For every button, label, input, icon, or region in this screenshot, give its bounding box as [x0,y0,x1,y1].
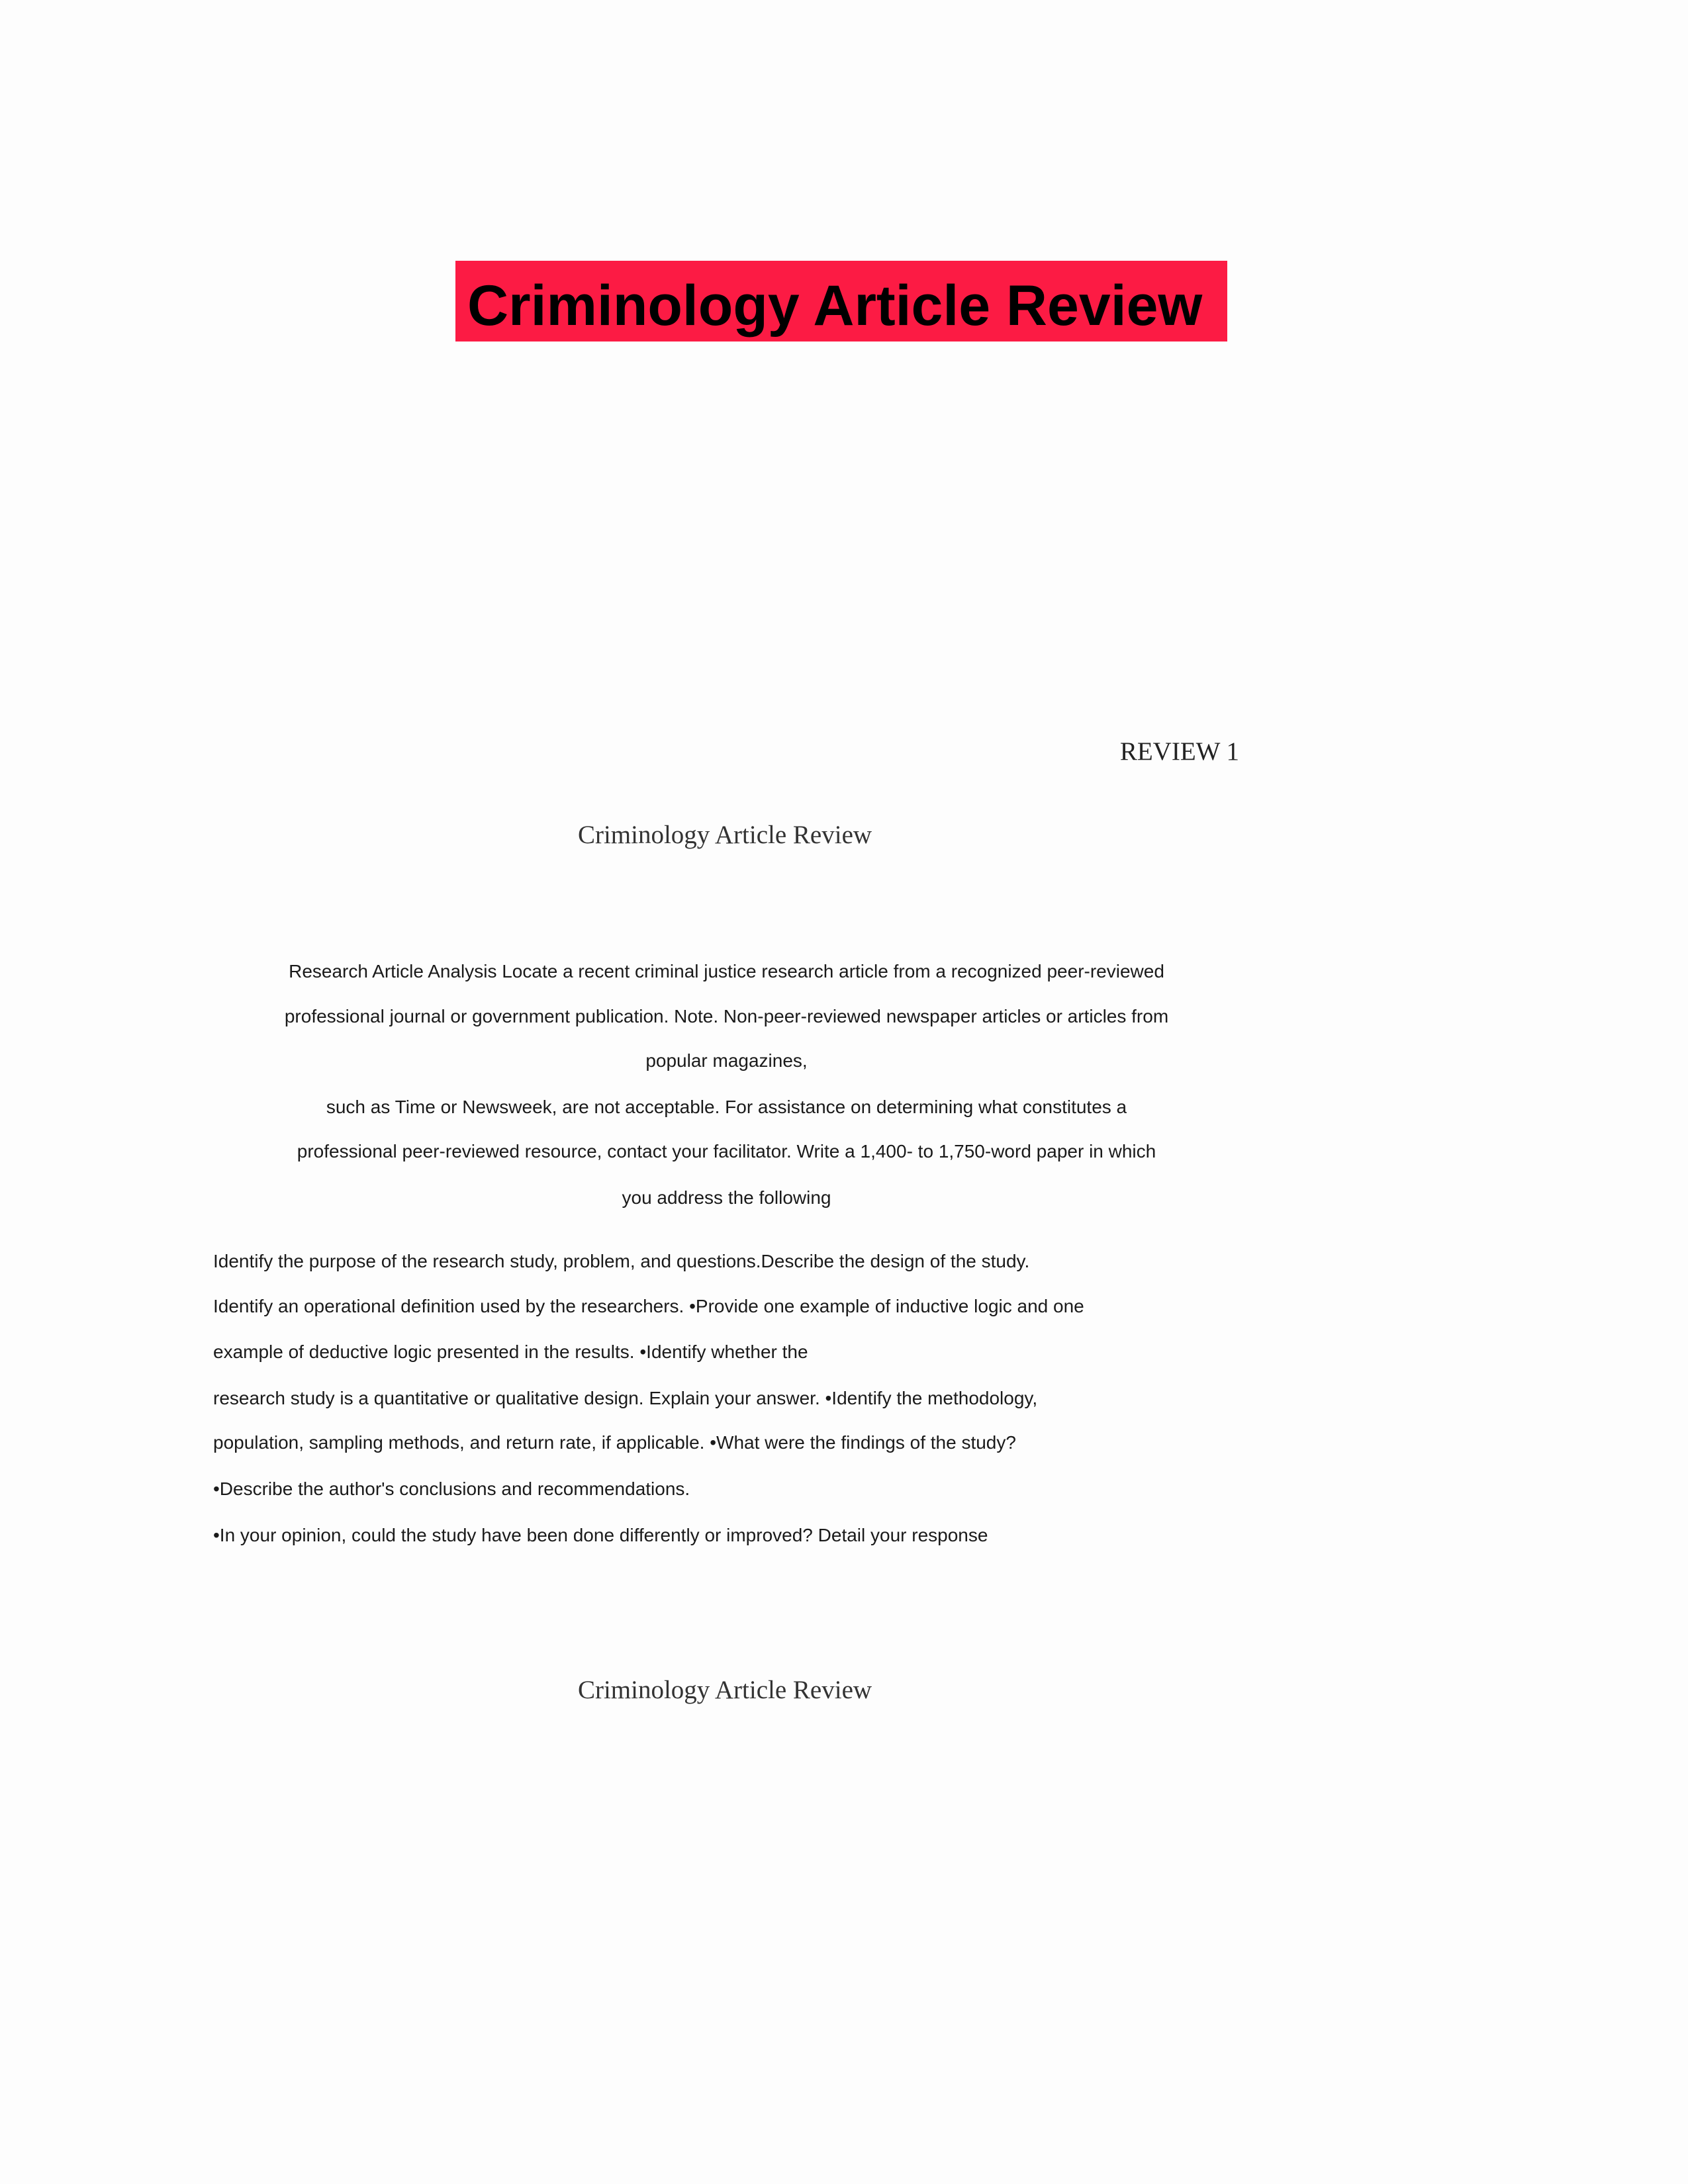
intro-line: popular magazines, [645,1050,808,1071]
intro-line: professional peer-reviewed resource, contact your facilitator. Write a 1,400- to 1,750-word paper in which [297,1141,1156,1161]
body-line: Identify the purpose of the research study, problem, and questions.Describe the design of the study. [213,1251,1030,1271]
document-title-repeat: Criminology Article Review [577,1676,872,1704]
intro-line: you address the following [622,1187,831,1208]
body-line: research study is a quantitative or qualitative design. Explain your answer. •Identify the methodology, [213,1388,1038,1408]
body-line: •Describe the author's conclusions and recommendations. [213,1479,690,1499]
body-line: example of deductive logic presented in the results. •Identify whether the [213,1342,808,1362]
document-title: Criminology Article Review [577,821,872,849]
body-line: population, sampling methods, and return rate, if applicable. •What were the findings of the study? [213,1432,1016,1453]
intro-line: Research Article Analysis Locate a recent criminal justice research article from a recognized peer-reviewed [289,961,1164,981]
body-line: •In your opinion, could the study have been done differently or improved? Detail your response [213,1525,988,1545]
banner-title: Criminology Article Review [467,274,1203,338]
intro-line: such as Time or Newsweek, are not acceptable. For assistance on determining what constitutes a [326,1097,1127,1117]
title-banner [455,261,1227,341]
intro-line: professional journal or government publication. Note. Non-peer-reviewed newspaper articles or articles from [284,1006,1169,1026]
running-head: REVIEW 1 [1119,737,1239,766]
body-line: Identify an operational definition used by the researchers. •Provide one example of inductive logic and one [213,1296,1084,1316]
